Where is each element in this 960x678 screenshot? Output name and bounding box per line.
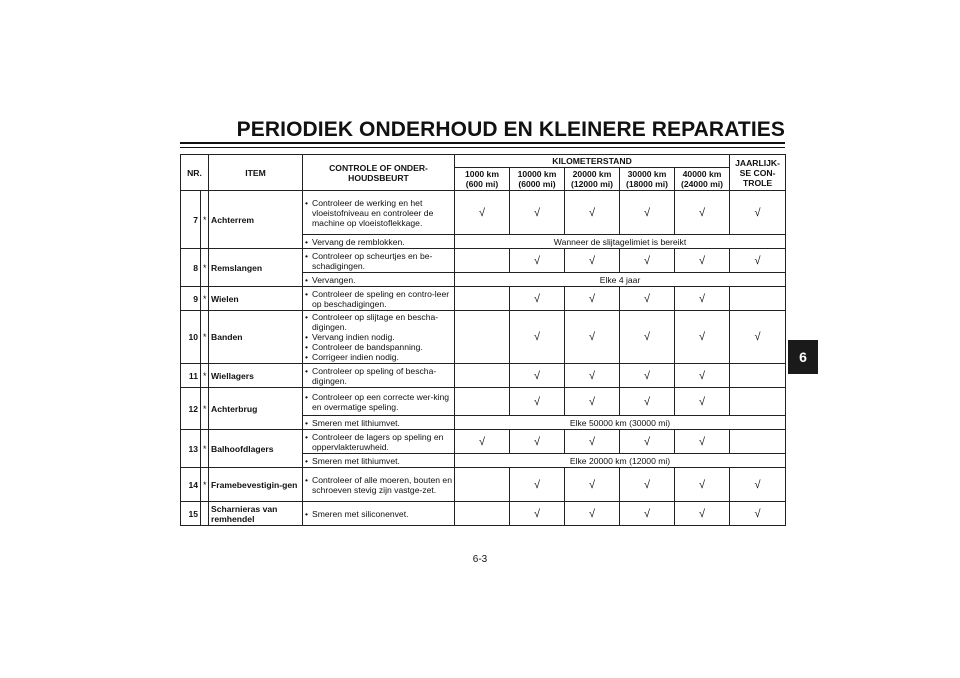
item-name: Framebevestigin-gen [209,468,303,502]
header-km-1000: 1000 km (600 mi) [455,168,510,191]
dealer-service-mark: * [201,191,209,249]
check-cell: √ [675,468,730,502]
dealer-service-mark: * [201,311,209,364]
control-step: • Controleer of alle moeren, bouten en schroeven stevig zijn vastge-zet. [305,475,452,495]
control-step: • Controleer de speling en contro-leer op beschadigingen. [305,289,452,309]
check-cell: √ [620,364,675,388]
item-name: Wiellagers [209,364,303,388]
check-cell [455,502,510,526]
control-instructions [303,430,455,454]
check-cell: √ [675,287,730,311]
check-cell: √ [510,502,565,526]
check-cell [455,287,510,311]
check-cell: √ [730,468,786,502]
control-step: • Smeren met lithiumvet. [305,456,452,466]
dealer-service-mark: * [201,287,209,311]
check-cell [730,287,786,311]
control-step: • Controleer de bandspanning. [305,342,452,352]
chapter-tab: 6 [788,340,818,374]
control-step: • Vervang indien nodig. [305,332,452,342]
control-instructions [303,502,455,526]
check-cell: √ [620,311,675,364]
control-step: • Vervang de remblokken. [305,237,452,247]
control-step: • Smeren met lithiumvet. [305,418,452,428]
table-row [181,468,786,502]
check-cell: √ [620,249,675,273]
check-cell: √ [620,287,675,311]
check-cell: √ [675,249,730,273]
table-row [181,287,786,311]
table-row [181,502,786,526]
dealer-service-mark: * [201,249,209,287]
check-cell: √ [510,249,565,273]
item-number: 9 [181,287,201,311]
control-step: • Controleer de lagers op speling en oppervlakteruwheid. [305,432,452,452]
header-annual: JAARLIJK- SE CON- TROLE [730,155,786,191]
check-cell: √ [565,249,620,273]
check-cell: √ [675,388,730,416]
check-cell: √ [565,364,620,388]
dealer-service-mark: * [201,388,209,430]
control-step: • Controleer op speling of bescha-digingen. [305,366,452,386]
check-cell: √ [675,311,730,364]
control-instructions [303,468,455,502]
control-step: • Smeren met siliconenvet. [305,509,452,519]
control-instructions [303,273,455,287]
dealer-service-mark: * [201,430,209,468]
page-number: 6-3 [472,554,488,565]
check-cell: √ [565,311,620,364]
control-instructions [303,388,455,416]
header-km-10000: 10000 km (6000 mi) [510,168,565,191]
header-km-20000: 20000 km (12000 mi) [565,168,620,191]
header-item: ITEM [209,155,303,191]
item-number: 7 [181,191,201,249]
item-number: 10 [181,311,201,364]
control-instructions [303,364,455,388]
check-cell: √ [510,430,565,454]
item-number: 11 [181,364,201,388]
header-nr: NR. [181,155,209,191]
dealer-service-mark [201,502,209,526]
check-cell: √ [565,468,620,502]
item-name: Remslangen [209,249,303,287]
control-step: • Controleer op een correcte wer-king en overmatige speling. [305,392,452,412]
interval-note: Elke 20000 km (12000 mi) [455,454,786,468]
table-row [181,430,786,454]
check-cell: √ [510,388,565,416]
item-number: 14 [181,468,201,502]
check-cell: √ [510,287,565,311]
item-name: Balhoofdlagers [209,430,303,468]
header-km-30000: 30000 km (18000 mi) [620,168,675,191]
check-cell [455,468,510,502]
check-cell: √ [565,430,620,454]
check-cell: √ [565,388,620,416]
control-instructions [303,249,455,273]
check-cell: √ [455,430,510,454]
check-cell: √ [510,311,565,364]
control-step: • Corrigeer indien nodig. [305,352,452,362]
item-name: Banden [209,311,303,364]
check-cell [455,364,510,388]
item-name: Achterbrug [209,388,303,430]
check-cell: √ [620,388,675,416]
item-name: Wielen [209,287,303,311]
dealer-service-mark: * [201,364,209,388]
check-cell: √ [510,364,565,388]
item-name: Achterrem [209,191,303,249]
title-rule [180,142,785,148]
check-cell: √ [455,191,510,235]
check-cell: √ [510,191,565,235]
control-step: • Controleer de werking en het vloeistofniveau en controleer de machine op vloeistoflekkage. [305,198,452,228]
check-cell: √ [675,502,730,526]
control-instructions [303,454,455,468]
check-cell: √ [730,502,786,526]
check-cell [455,311,510,364]
table-row [181,364,786,388]
table-row [181,388,786,416]
item-name: Scharnieras van remhendel [209,502,303,526]
maintenance-table-body [181,191,786,526]
item-number: 15 [181,502,201,526]
item-number: 12 [181,388,201,430]
control-instructions [303,191,455,235]
check-cell: √ [730,191,786,235]
table-row [181,249,786,273]
check-cell [730,364,786,388]
check-cell: √ [675,430,730,454]
header-control: CONTROLE OF ONDER- HOUDSBEURT [303,155,455,191]
dealer-service-mark: * [201,468,209,502]
check-cell: √ [675,364,730,388]
check-cell [730,430,786,454]
header-kilometerstand: KILOMETERSTAND [455,155,730,168]
control-instructions [303,287,455,311]
check-cell: √ [730,249,786,273]
interval-note: Elke 50000 km (30000 mi) [455,416,786,430]
check-cell: √ [675,191,730,235]
control-instructions [303,416,455,430]
check-cell: √ [620,191,675,235]
check-cell: √ [510,468,565,502]
control-step: • Controleer op scheurtjes en be-schadigingen. [305,251,452,271]
control-step: • Controleer op slijtage en bescha-digingen. [305,312,452,332]
item-number: 13 [181,430,201,468]
table-row [181,311,786,364]
control-instructions [303,235,455,249]
maintenance-table [180,154,786,526]
check-cell [730,388,786,416]
check-cell: √ [620,430,675,454]
check-cell: √ [565,502,620,526]
interval-note: Elke 4 jaar [455,273,786,287]
check-cell: √ [620,502,675,526]
check-cell: √ [565,287,620,311]
control-step: • Vervangen. [305,275,452,285]
check-cell: √ [730,311,786,364]
control-instructions [303,311,455,364]
table-row [181,191,786,235]
check-cell [455,249,510,273]
page-title: PERIODIEK ONDERHOUD EN KLEINERE REPARATIES [236,118,785,141]
item-number: 8 [181,249,201,287]
check-cell: √ [620,468,675,502]
check-cell [455,388,510,416]
interval-note: Wanneer de slijtagelimiet is bereikt [455,235,786,249]
check-cell: √ [565,191,620,235]
header-km-40000: 40000 km (24000 mi) [675,168,730,191]
